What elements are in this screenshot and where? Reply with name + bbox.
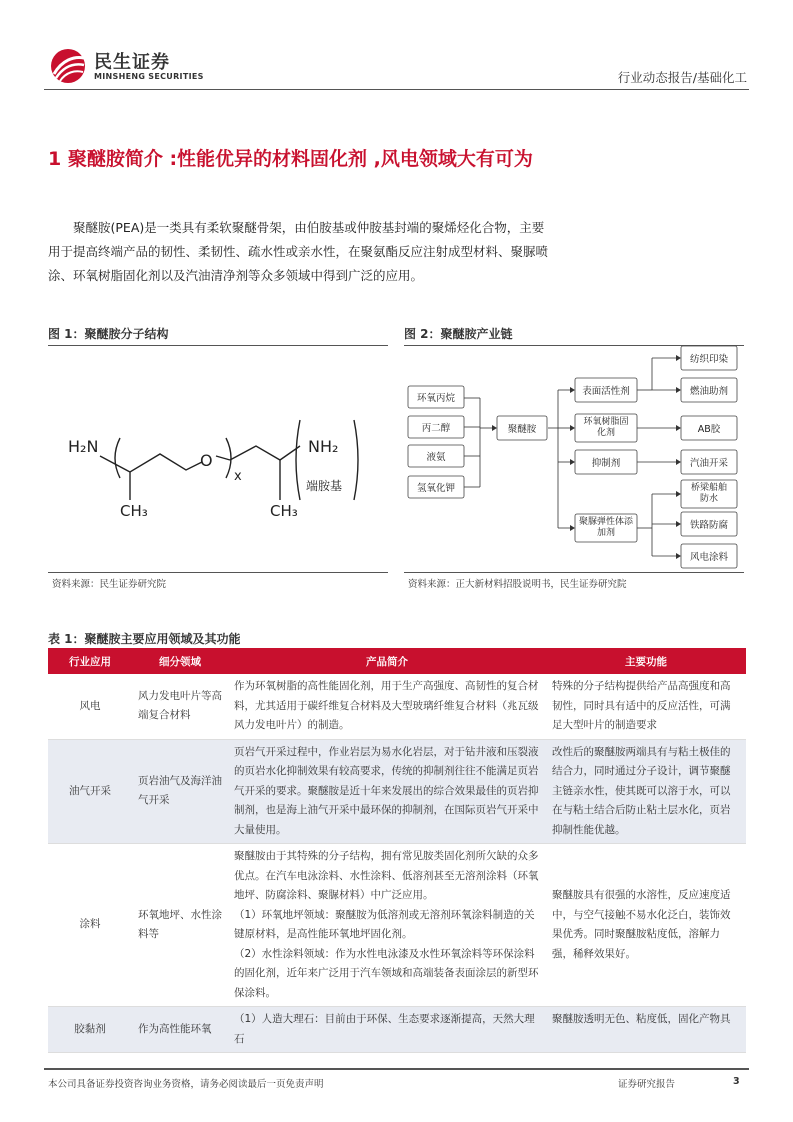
description-line: 聚醚胺由于其特殊的分子结构，拥有常见胺类固化剂所欠缺的众多优点。在汽车电泳涂料、水性涂料、低溶剂甚至无溶剂涂料（环氧地坪、防腐涂料、聚脲材料）中广泛应用。	[234, 850, 539, 901]
product-label: 环氧树脂固化剂	[583, 417, 629, 438]
application-label: 汽油开采	[689, 458, 729, 469]
description-cell	[228, 844, 546, 1007]
description-cell: 页岩气开采过程中，作业岩层为易水化岩层，对于钻井液和压裂液的页岩水化抑制效果有较高要求，传统的抑制剂往往不能满足页岩气开采的要求。聚醚胺是近十年来发展出的综合效果最佳的页岩抑制剂，也是海上油气开采中最环保的抑制剂，在国际页岩气开采中大量使用。	[228, 739, 546, 844]
application-table	[48, 648, 746, 1053]
industry-cell: 胶黏剂	[48, 1007, 132, 1053]
footer-rule	[44, 1068, 749, 1070]
page-number: 3	[733, 1076, 740, 1087]
description-cell: （1）人造大理石：目前由于环保、生态要求逐渐提高，天然大理石	[228, 1007, 546, 1053]
figure2-bottom-rule	[404, 572, 744, 573]
raw-material-label: 环氧丙烷	[416, 393, 456, 404]
industry-cell: 风电	[48, 674, 132, 739]
column-header: 行业应用	[48, 648, 132, 674]
column-header: 产品简介	[228, 648, 546, 674]
brand-name-cn: 民生证券	[94, 52, 170, 73]
application-label: 纺织印染	[689, 354, 729, 365]
product-label: 抑制剂	[591, 458, 621, 469]
table-row	[48, 844, 746, 1007]
raw-material-label: 氢氧化钾	[416, 483, 456, 494]
brand-name-en: MINSHENG SECURITIES	[94, 72, 204, 81]
table-row	[48, 674, 746, 739]
industry-cell: 油气开采	[48, 739, 132, 844]
sub-field-cell: 环氧地坪、水性涂料等	[132, 844, 228, 1007]
page-header	[44, 40, 749, 90]
product-label: 聚脲弹性体添加剂	[579, 517, 634, 538]
ch3-left-label: CH₃	[120, 502, 148, 520]
table-header-row	[48, 648, 746, 674]
sub-field-cell: 风力发电叶片等高端复合材料	[132, 674, 228, 739]
industry-chain-diagram	[404, 340, 744, 572]
report-category: 行业动态报告/基础化工	[617, 70, 747, 85]
raw-material-label: 液氨	[426, 452, 446, 463]
figure2-title: 图 2：聚醚胺产业链	[404, 325, 744, 346]
table-title: 表 1：聚醚胺主要应用领域及其功能	[48, 632, 241, 646]
figure1-bottom-rule	[48, 572, 388, 573]
section-title: 1 聚醚胺简介 :性能优异的材料固化剂 ,风电领域大有可为	[48, 148, 533, 170]
function-cell: 改性后的聚醚胺两端具有与粘土极佳的结合力，同时通过分子设计，调节聚醚主链亲水性，使其既可以溶于水，可以在与粘土结合后防止粘土层水化，页岩抑制性能优越。	[546, 739, 746, 844]
product-label: 表面活性剂	[582, 386, 630, 397]
description-cell: 作为环氧树脂的高性能固化剂，用于生产高强度、高韧性的复合材料，尤其适用于碳纤维复合材料及大型玻璃纤维复合材料（兆瓦级风力发电叶片）的制造。	[228, 674, 546, 739]
nh2-label: NH₂	[308, 437, 339, 456]
application-label: 燃油助剂	[689, 386, 729, 397]
minsheng-logo-icon	[48, 48, 88, 84]
center-label: 聚醚胺	[507, 424, 537, 435]
intro-paragraph: 聚醚胺(PEA)是一类具有柔软聚醚骨架，由伯胺基或仲胺基封端的聚烯烃化合物，主要用于提高终端产品的韧性、柔韧性、疏水性或亲水性，在聚氨酯反应注射成型材料、聚脲喷涂、环氧树脂固化剂以及汽油清净剂等众多领域中得到广泛的应用。	[48, 220, 549, 284]
repeat-x-label: x	[234, 469, 242, 484]
function-cell: 特殊的分子结构提供给产品高强度和高韧性，同时具有适中的反应活性，可满足大型叶片的制造要求	[546, 674, 746, 739]
footer-report-type: 证券研究报告	[618, 1079, 676, 1090]
application-label: 风电涂料	[689, 552, 729, 563]
end-group-label: 端胺基	[306, 479, 343, 493]
function-cell: 聚醚胺透明无色、粘度低，固化产物具	[546, 1007, 746, 1053]
description-line: （1）环氧地坪领域：聚醚胺为低溶剂或无溶剂环氧涂料制造的关键原材料，是高性能环氧地坪固化剂。	[234, 908, 535, 940]
application-label: AB胶	[697, 424, 721, 435]
h2n-label: H₂N	[68, 437, 99, 456]
industry-cell: 涂料	[48, 844, 132, 1007]
application-label: 铁路防腐	[689, 520, 729, 531]
oxygen-label: O	[200, 451, 213, 470]
figure1-source: 资料来源：民生证券研究院	[52, 579, 167, 590]
footer-disclaimer: 本公司具备证券投资咨询业务资格，请务必阅读最后一页免责声明	[48, 1079, 324, 1090]
function-cell: 聚醚胺具有很强的水溶性，反应速度适中，与空气接触不易水化泛白，装饰效果优秀。同时聚醚胺粘度低，溶解力强，稀释效果好。	[546, 844, 746, 1007]
description-line: （2）水性涂料领域：作为水性电泳漆及水性环氧涂料等环保涂料的固化剂，近年来广泛用于汽车领域和高端装备表面涂层的新型环保涂料。	[234, 947, 539, 999]
sub-field-cell: 页岩油气及海洋油气开采	[132, 739, 228, 844]
column-header: 细分领域	[132, 648, 228, 674]
table-row	[48, 739, 746, 844]
ch3-right-label: CH₃	[270, 502, 298, 520]
figure2-source: 资料来源：正大新材料招股说明书，民生证券研究院	[408, 579, 627, 590]
column-header: 主要功能	[546, 648, 746, 674]
table-row	[48, 1007, 746, 1053]
application-label: 桥梁船舶防水	[690, 483, 727, 504]
sub-field-cell: 作为高性能环氧	[132, 1007, 228, 1053]
molecular-structure-diagram	[48, 350, 388, 570]
figure1-title: 图 1：聚醚胺分子结构	[48, 325, 388, 346]
raw-material-label: 丙二醇	[421, 423, 451, 434]
